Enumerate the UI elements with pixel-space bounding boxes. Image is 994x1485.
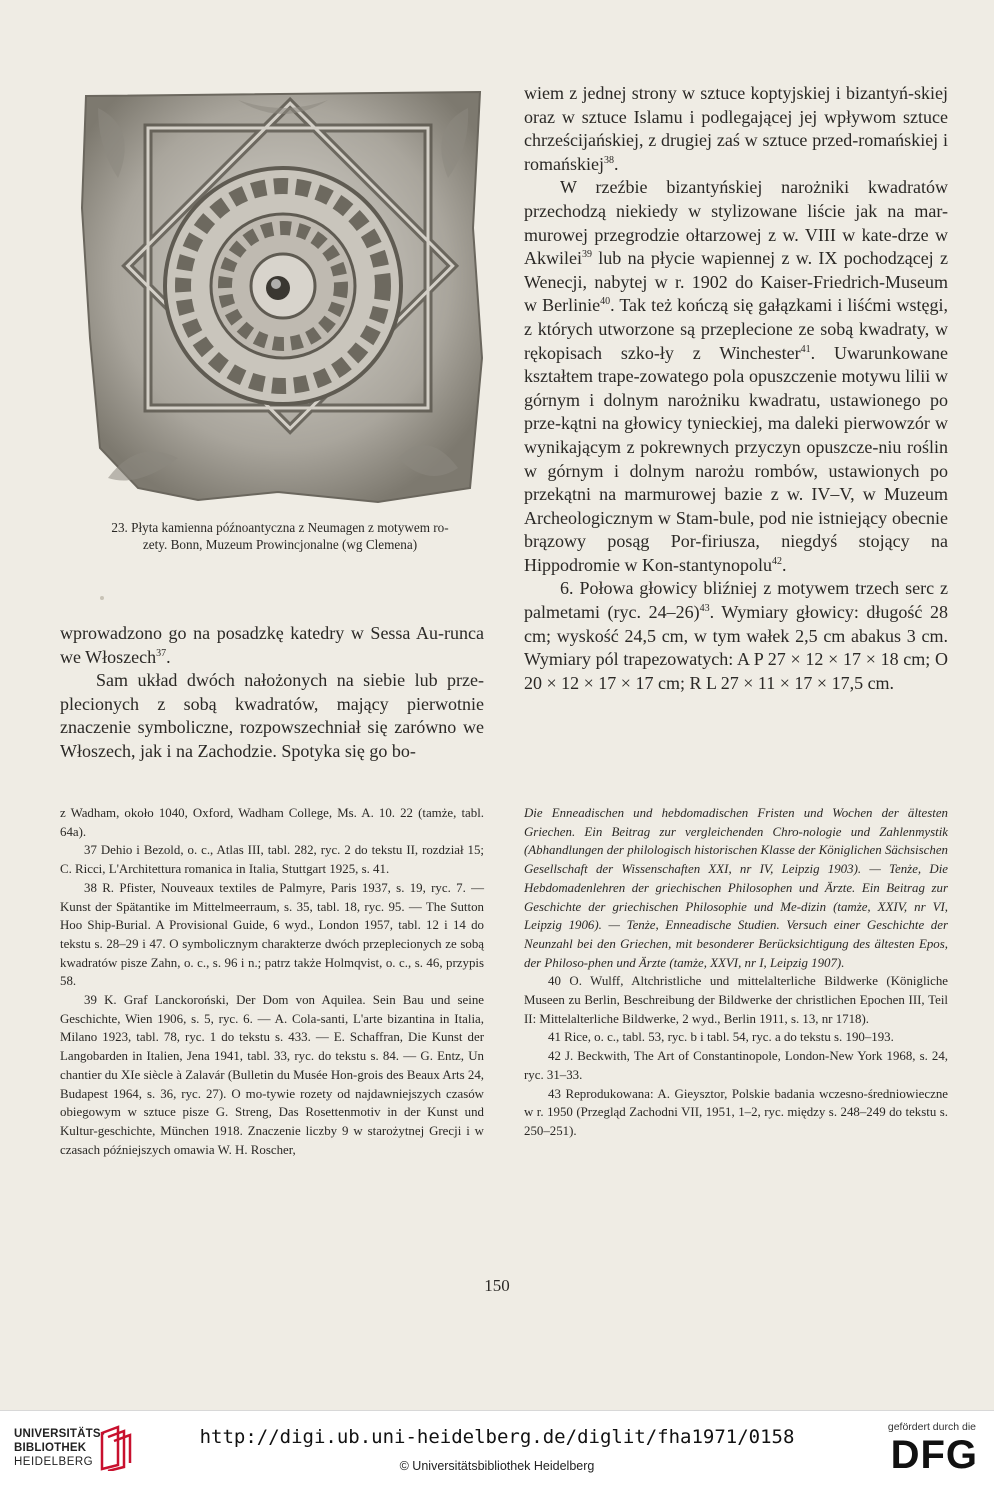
note-ref-42: 42 xyxy=(771,555,782,567)
footnotes-left xyxy=(60,804,484,1159)
note-ref-40: 40 xyxy=(600,296,611,308)
note-ref-43: 43 xyxy=(699,603,710,615)
funding-label: gefördert durch die xyxy=(887,1421,976,1433)
note-ref-41: 41 xyxy=(800,343,811,355)
left-text-column xyxy=(60,622,484,764)
right-text-column xyxy=(524,82,948,695)
ink-speck xyxy=(100,596,104,600)
footnote-40: 40 O. Wulff, Altchristliche und mittelalterliche Bildwerke (Königliche Museen zu Berlin, Beschreibung der Bildwerke der christlichen Epochen III, Teil II: Mittelalterliche Bildwerke, 2 wyd., Berlin 1911, s. 13, nr 1718). xyxy=(524,974,948,1026)
note-ref-37: 37 xyxy=(156,647,167,659)
note-ref-38: 38 xyxy=(603,154,614,166)
footnote-43: 43 Reprodukowana: A. Gieysztor, Polskie badania wczesno-średniowieczne w r. 1950 (Przegląd Zachodni VII, 1951, 1–2, ryc. między s. 248–249 do tekstu s. 250–251). xyxy=(524,1086,948,1138)
page-number: 150 xyxy=(484,1276,510,1295)
right-paragraph-1: wiem z jednej strony w sztuce koptyjskiej i bizantyń-skiej oraz w sztuce Islamu i podlegającej jej wpływom sztuce chrześcijańskiej, z drugiej zaś w sztuce przed-romańskiej i romańskiej$^{38}$. xyxy=(524,83,948,174)
dfg-logo[interactable]: DFG xyxy=(890,1433,978,1477)
right-paragraph-2: W rzeźbie bizantyńskiej narożniki kwadratów przechodzą niekiedy w stylizowane liście jak na mar-murowej przegrodzie ołtarzowej z w. VIII w kate-drze w Akwilei$^{39}$ lub na płycie wapiennej z w. IX pochodzącej z Wenecji, nabytej w r. 1902 do Kaiser-Friedrich-Museum w Berlinie$^{40}$. Tak też kończą się gałązkami i liśćmi wstęgi, z których utworzone są przeplecione ze sobą kwadraty, w rękopisach szko-ły z Winchester$^{41}$. Uwarunkowane kształtem trape-zowatego pola opuszczenie motywu lilii w górnym i dolnym narożniku kwadratu, ustawionego po prze-kątni na głowicy tynieckiej, ma daleki pierwowzór w wynikającym z pokrewnych przyczyn opuszcze-niu roślin w górnym i dolnym narożu rombów, ustawionych po przekątni na marmurowej bazie z w. IV–V, w Muzeum Archeologicznym w Stam-bule, pod nie istniejący obecnie brązowy posąg Por-firiusza, niegdyś stojący na Hippodromie w Kon-stantynopolu$^{42}$. xyxy=(524,177,949,575)
note-ref-39: 39 xyxy=(582,249,592,261)
logo-line-1: UNIVERSITÄTS- xyxy=(14,1428,105,1440)
footnote-37: 37 Dehio i Bezold, o. c., Atlas III, tabl. 282, ryc. 2 do tekstu II, rozdział 15; C. Ricci, L'Architettura romanica in Italia, Stuttgart 1925, s. 41. xyxy=(60,843,484,877)
caption-line-2: zety. Bonn, Muzeum Prowincjonalne (wg Clemena) xyxy=(142,537,418,552)
stone-slab-image xyxy=(78,88,488,508)
permalink-url[interactable]: http://digi.ub.uni-heidelberg.de/diglit/fha1971/0158 xyxy=(199,1426,795,1448)
figure-stone-slab xyxy=(78,88,488,508)
copyright-notice: © Universitätsbibliothek Heidelberg xyxy=(399,1459,595,1473)
footnote-42: 42 J. Beckwith, The Art of Constantinopole, London-New York 1968, s. 24, ryc. 31–33. xyxy=(524,1049,948,1082)
footnote-continuation: z Wadham, około 1040, Oxford, Wadham College, Ms. A. 10. 22 (tamże, tabl. 64a). xyxy=(60,806,484,839)
left-paragraph-1: wprowadzono go na posadzkę katedry w Sessa Au-runca we Włoszech$^{37}$. xyxy=(60,623,484,667)
footnotes-right xyxy=(524,804,948,1141)
footnote-41: 41 Rice, o. c., tabl. 53, ryc. b i tabl. 54, ryc. a do tekstu s. 190–193. xyxy=(548,1030,894,1045)
footnote-38: 38 R. Pfister, Nouveaux textiles de Palmyre, Paris 1937, s. 19, ryc. 7. — Kunst der Spätantike im Mittelmeerraum, s. 35, tabl. 18, ryc. 95. — The Sutton Hoo Ship-Burial. A Provisional Guide, 6 wyd., London 1957, tabl. 12 i 14 do tekstu s. 28–29 i 47. O symbolicznym charakterze dwóch przeplecionych ze sobą kwadratów pisze Zahn, o. c., s. 96 i n.; patrz także Holmqvist, o. c., s. 46, przypis 58. xyxy=(60,880,484,989)
footnote-continuation-right: Die Enneadischen und hebdomadischen Fristen und Wochen der ältesten Griechen. Ein Beitrag zur vergleichenden Chro-nologie und Zahlenmystik (Abhandlungen der philologisch historischen Klasse der Königlichen Sächsischen Gesellschaft der Wissenschaften XXI, nr IV, Leipzig 1903). — Tenże, Die Hebdomadenlehren der griechischen Philosophen und Ärzte. Ein Beitrag zur Geschichte der griechischen Philosophie und Me-dizin (tamże, XXIV, nr VI, Leipzig 1906). — Tenże, Enneadische Studien. Versuch einer Geschichte der Neunzahl bei den Griechen, mit besonderer Berücksichtigung des ältesten Epos, der Philoso-phen und Ärzte (tamże, XXVI, nr I, Leipzig 1907). xyxy=(524,806,948,970)
figure-caption xyxy=(60,519,500,553)
logo-line-2: BIBLIOTHEK xyxy=(14,1442,87,1454)
logo-line-3: HEIDELBERG xyxy=(14,1456,94,1468)
right-paragraph-3: 6. Połowa głowicy bliźniej z motywem trzech serc z palmetami (ryc. 24–26)$^{43}$. Wymiary głowicy: długość 28 cm; wyskość 24,5 cm, w tym wałek 2,5 cm abakus 3 cm. Wymiary pól trapezowatych: A P 27 × 12 × 17 × 18 cm; O 20 × 12 × 17 × 17 cm; R L 27 × 11 × 17 × 17,5 cm. xyxy=(524,578,948,693)
viewer-footer xyxy=(0,1410,994,1485)
caption-line-1: 23. Płyta kamienna późnoantyczna z Neumagen z motywem ro- xyxy=(111,520,449,535)
footnote-39: 39 K. Graf Lanckoroński, Der Dom von Aquilea. Sein Bau und seine Geschichte, Wien 1906, s. 5, ryc. 6. — A. Cola-santi, L'arte bizantina in Italia, Milano 1923, tabl. 78, ryc. 1 do tekstu s. 433. — E. Schaffran, Die Kunst der Langobarden in Italien, Jena 1941, tabl. 33, ryc. do tekstu s. 84. — G. Entz, Un chantier du XIe siècle à Zalavár (Bulletin du Musée Hon-grois des Beaux Arts 24, Budapest 1964, s. 36, ryc. 27). O mo-tywie rozety od najdawniejszych czasów obiegowym w sztuce pisze G. Streng, Das Rosettenmotiv in der Kunst und Kultur-geschichte, München 1918. Znaczenie liczby 9 w starożytnej Grecji i w czasach późniejszych omawia W. H. Roscher, xyxy=(60,993,484,1157)
left-paragraph-2: Sam układ dwóch nałożonych na siebie lub prze-plecionych z sobą kwadratów, mający pierwotnie znaczenie symboliczne, rozpowszechniał się zarówno we Włoszech, jak i na Zachodzie. Spotyka się go bo- xyxy=(60,670,484,761)
